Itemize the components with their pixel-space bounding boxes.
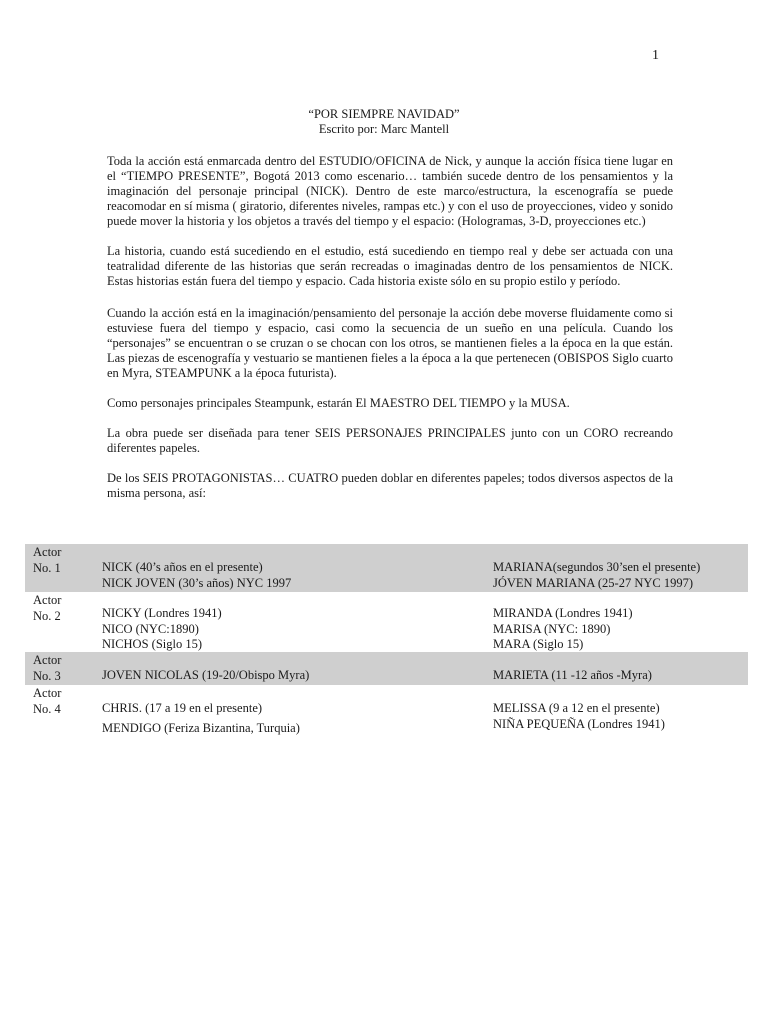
- cast-left-column: [102, 606, 222, 653]
- actor-label-line: Actor: [33, 593, 62, 607]
- role-name: NICKY (Londres 1941): [102, 606, 222, 620]
- cast-left-column: [102, 560, 291, 591]
- actor-label-line: No. 2: [33, 608, 61, 623]
- cast-left-column: [102, 701, 300, 736]
- cast-row-actor-4: [25, 685, 748, 745]
- paragraph: Cuando la acción está en la imaginación/pensamiento del personaje la acción debe moverse fluidamente como si estuviese fuera del tiempo y espacio, casi como la secuencia de un sueño en una película. Cuando los “personajes” se encuentran o se cruzan o se chocan con los otros, se mantienen fieles a la época en la que están. Las piezas de escenografía y vestuario se mantienen fieles a la época a la que pertenecen (OBISPOS Siglo cuarto en Myra, STEAMPUNK a la época futurista).: [107, 306, 673, 380]
- actor-label-line: Actor: [33, 653, 62, 667]
- role-name: MARISA (NYC: 1890): [493, 621, 611, 636]
- actor-label-line: No. 1: [33, 560, 61, 575]
- paragraph: La obra puede ser diseñada para tener SEIS PERSONAJES PRINCIPALES junto con un CORO recreando diferentes papeles.: [107, 426, 673, 455]
- cast-row-actor-1: [25, 544, 748, 592]
- actor-label: [33, 653, 61, 684]
- role-name: CHRIS. (17 a 19 en el presente): [102, 701, 263, 715]
- document-author: Escrito por: Marc Mantell: [318, 122, 450, 136]
- actor-label: [33, 593, 61, 624]
- cast-right-column: [493, 560, 700, 591]
- page-number: 1: [652, 48, 659, 63]
- actor-label-line: Actor: [33, 686, 62, 700]
- cast-right-column: [493, 668, 652, 684]
- paragraph: De los SEIS PROTAGONISTAS… CUATRO pueden doblar en diferentes papeles; todos diversos aspectos de la misma persona, así:: [107, 471, 673, 500]
- role-name: NICK JOVEN (30’s años) NYC 1997: [102, 575, 292, 590]
- actor-label-line: No. 3: [33, 668, 61, 683]
- actor-label-line: Actor: [33, 545, 62, 559]
- paragraph: Como personajes principales Steampunk, estarán El MAESTRO DEL TIEMPO y la MUSA.: [107, 396, 570, 410]
- role-name: MENDIGO (Feriza Bizantina, Turquia): [102, 720, 300, 735]
- body-text: [107, 154, 673, 516]
- cast-right-column: [493, 701, 665, 732]
- paragraph: Toda la acción está enmarcada dentro del ESTUDIO/OFICINA de Nick, y aunque la acción física tiene lugar en el “TIEMPO PRESENTE”, Bogotá 2013 como escenario… también sucede dentro de los pensamientos y la imaginación del personaje principal (NICK). Dentro de este marco/estructura, la escenografía se puede reacomodar en sí misma ( giratorio, diferentes niveles, rampas etc.) y con el uso de proyecciones, video y sonido puede mover la historia y los objetos a través del tiempo y el espacio: (Hologramas, 3-D, proyecciones etc.): [107, 154, 673, 228]
- cast-row-actor-3: [25, 652, 748, 685]
- actor-label: [33, 686, 61, 717]
- actor-label-line: No. 4: [33, 701, 61, 716]
- title-block: [0, 107, 768, 137]
- actor-label: [33, 545, 61, 576]
- role-name: MARIANA(segundos 30’sen el presente): [493, 560, 701, 574]
- cast-table: [25, 544, 748, 745]
- role-name: NIÑA PEQUEÑA (Londres 1941): [493, 716, 665, 731]
- role-name: MARIETA (11 -12 años -Myra): [493, 668, 652, 682]
- role-name: MARA (Siglo 15): [493, 637, 584, 651]
- paragraph: La historia, cuando está sucediendo en el estudio, está sucediendo en tiempo real y debe ser actuada con una teatralidad diferente de las historias que serán recreadas o imaginadas dentro de los pensamientos de NICK. Estas historias están fuera del tiempo y espacio. Cada historia existe sólo en su propio estilo y período.: [107, 244, 673, 288]
- cast-row-actor-2: [25, 592, 748, 652]
- role-name: JOVEN NICOLAS (19-20/Obispo Myra): [102, 668, 310, 682]
- role-name: NICHOS (Siglo 15): [102, 637, 203, 651]
- cast-right-column: [493, 606, 633, 653]
- role-name: MIRANDA (Londres 1941): [493, 606, 633, 620]
- role-name: NICK (40’s años en el presente): [102, 560, 263, 574]
- cast-left-column: [102, 668, 309, 684]
- role-name: NICO (NYC:1890): [102, 621, 199, 636]
- document-title: “POR SIEMPRE NAVIDAD”: [308, 107, 460, 121]
- role-name: MELISSA (9 a 12 en el presente): [493, 701, 660, 715]
- role-name: JÓVEN MARIANA (25-27 NYC 1997): [493, 575, 693, 590]
